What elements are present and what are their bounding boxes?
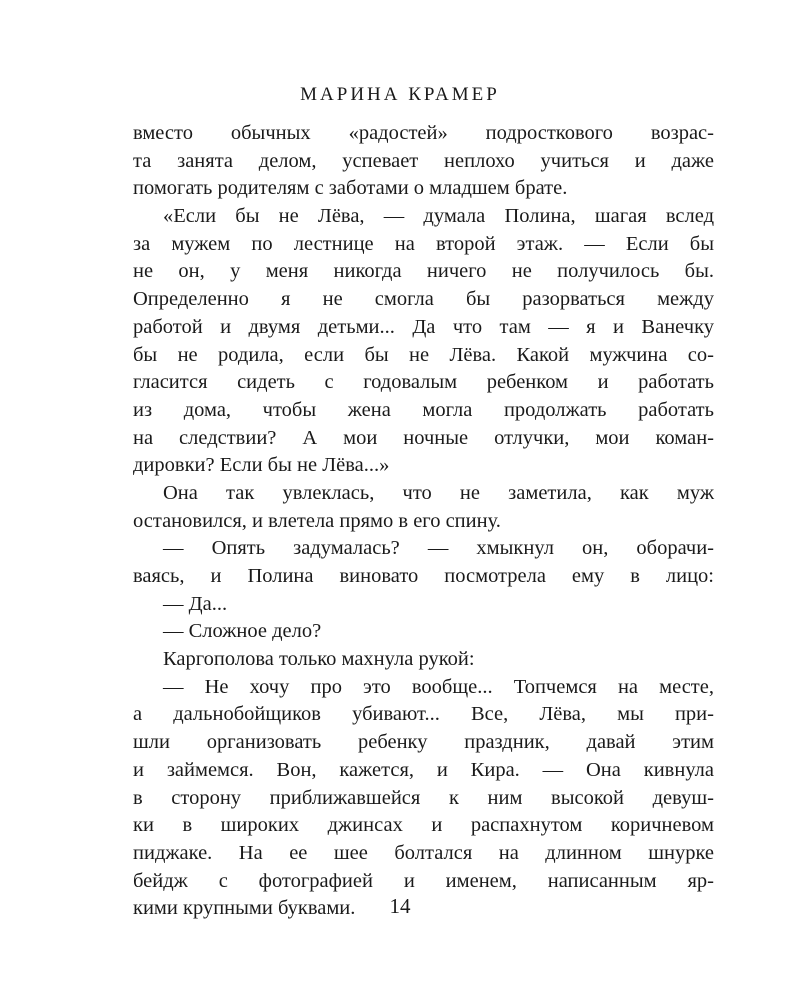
text-line: та занята делом, успевает неплохо учиться и даже [133, 149, 714, 172]
text-line: — Опять задумалась? — хмыкнул он, оборачи- [163, 537, 714, 560]
text-line: и займемся. Вон, кажется, и Кира. — Она кивнула [133, 758, 714, 781]
text-line: ваясь, и Полина виновато посмотрела ему в лицо: [133, 565, 714, 587]
text-line: — Не хочу про это вообще... Топчемся на месте, [163, 675, 714, 698]
text-line: на следствии? А мои ночные отлучки, мои коман- [133, 426, 714, 449]
text-line: дировки? Если бы не Лёва...» [133, 454, 390, 477]
body-text [133, 120, 714, 923]
text-line: гласится сидеть с годовалым ребенком и работать [133, 371, 714, 394]
text-line: — Да... [163, 592, 228, 615]
text-line: Определенно я не смогла бы разорваться между [133, 288, 714, 311]
text-line: бейдж с фотографией и именем, написанным яр- [133, 869, 714, 892]
text-line: бы не родила, если бы не Лёва. Какой мужчина со- [133, 343, 714, 366]
text-line: из дома, чтобы жена могла продолжать работать [133, 398, 714, 421]
text-line: Она так увлеклась, что не заметила, как муж [163, 481, 714, 504]
text-line: за мужем по лестнице на второй этаж. — Если бы [133, 232, 714, 255]
text-line: помогать родителям с заботами о младшем брате. [133, 177, 568, 200]
page-number: 14 [389, 894, 411, 918]
text-line: кими крупными буквами. [133, 897, 356, 920]
text-line: остановился, и влетела прямо в его спину. [133, 509, 501, 532]
text-line: вместо обычных «радостей» подросткового возрас- [133, 122, 714, 144]
text-line: — Сложное дело? [163, 620, 322, 643]
text-line: ки в широких джинсах и распахнутом коричневом [133, 814, 714, 837]
text-line: в сторону приближавшейся к ним высокой девуш- [133, 786, 714, 809]
running-head: МАРИНА КРАМЕР [300, 84, 500, 105]
text-line: шли организовать ребенку праздник, давай этим [133, 731, 714, 754]
text-line: «Если бы не Лёва, — думала Полина, шагая вслед [163, 205, 714, 228]
text-line: пиджаке. На ее шее болтался на длинном шнурке [133, 841, 714, 864]
text-line: а дальнобойщиков убивают... Все, Лёва, мы при- [133, 703, 714, 726]
text-line: не он, у меня никогда ничего не получилось бы. [133, 260, 714, 283]
text-line: работой и двумя детьми... Да что там — я и Ванечку [133, 315, 714, 338]
text-line: Каргополова только махнула рукой: [163, 648, 475, 671]
